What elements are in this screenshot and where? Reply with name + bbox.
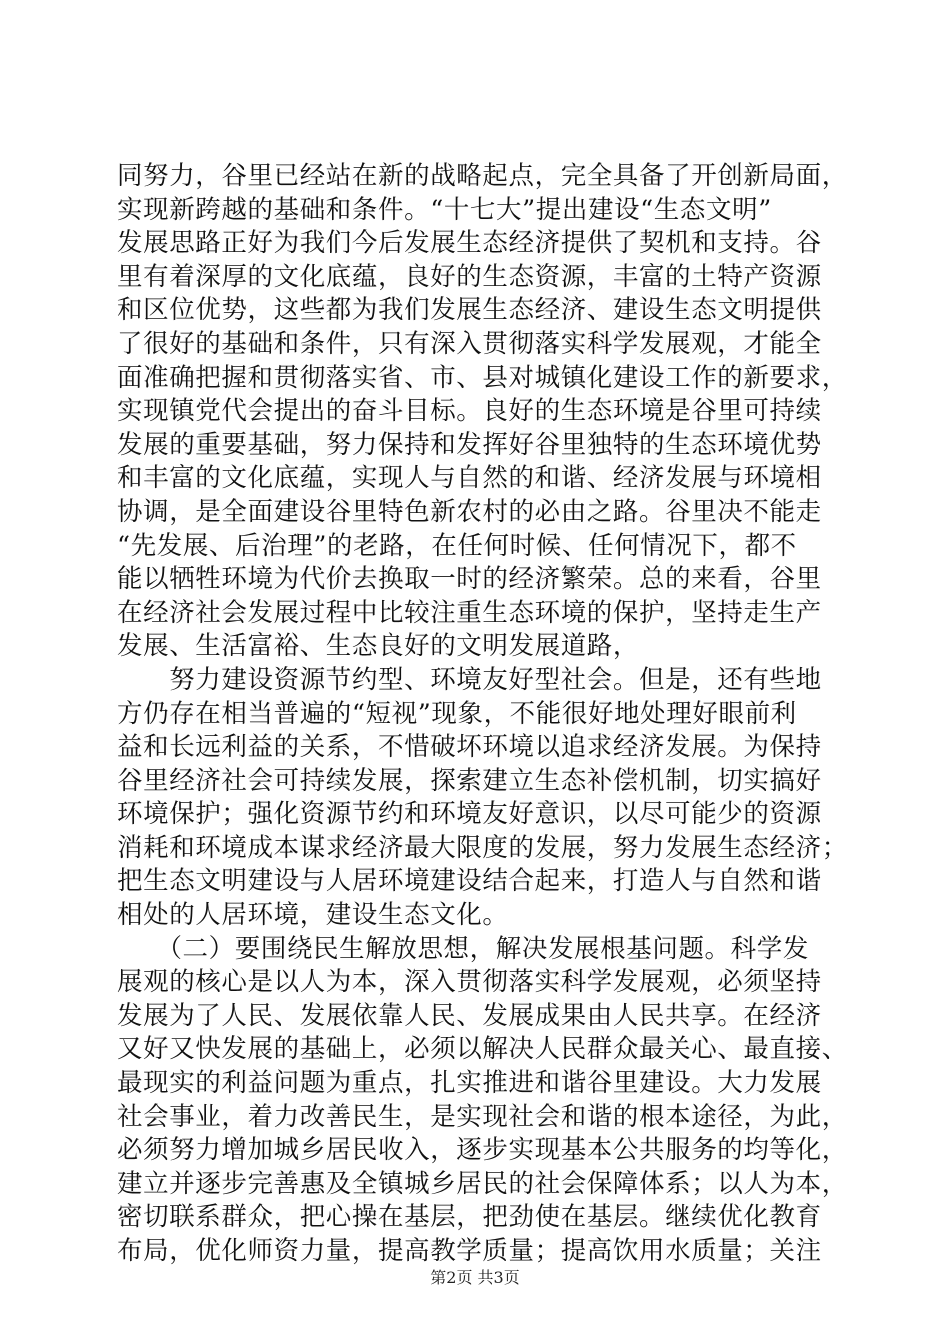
text-line: 把生态文明建设与人居环境建设结合起来，打造人与自然和谐: [117, 866, 822, 897]
text-line: 社会事业，着力改善民生，是实现社会和谐的根本途径，为此，: [117, 1101, 848, 1132]
text-line: 建立并逐步完善惠及全镇城乡居民的社会保障体系；以人为本，: [117, 1168, 848, 1199]
page-footer: 第2页 共3页: [430, 1268, 520, 1287]
text-line: （二）要围绕民生解放思想，解决发展根基问题。科学发: [117, 933, 809, 964]
text-line: 密切联系群众，把心操在基层，把劲使在基层。继续优化教育: [117, 1202, 822, 1233]
text-line: 里有着深厚的文化底蕴，良好的生态资源，丰富的土特产资源: [117, 261, 822, 292]
text-line: 消耗和环境成本谋求经济最大限度的发展，努力发展生态经济；: [117, 832, 848, 863]
text-line: 努力建设资源节约型、环境友好型社会。但是，还有些地: [117, 664, 822, 695]
text-line: 益和长远利益的关系，不惜破坏环境以追求经济发展。为保持: [117, 732, 822, 763]
text-line: “先发展、后治理”的老路，在任何时候、任何情况下，都不: [117, 530, 797, 561]
text-line: 展观的核心是以人为本，深入贯彻落实科学发展观，必须坚持: [117, 967, 822, 998]
text-line: 布局，优化师资力量，提高教学质量；提高饮用水质量；关注: [117, 1236, 822, 1266]
text-line: 在经济社会发展过程中比较注重生态环境的保护，坚持走生产: [117, 597, 822, 628]
document-body: [117, 160, 848, 1269]
text-line: 实现镇党代会提出的奋斗目标。良好的生态环境是谷里可持续: [117, 396, 822, 427]
text-line: 协调，是全面建设谷里特色新农村的必由之路。谷里决不能走: [117, 496, 822, 527]
text-line: 发展思路正好为我们今后发展生态经济提供了契机和支持。谷: [117, 228, 822, 259]
text-line: 发展的重要基础，努力保持和发挥好谷里独特的生态环境优势: [117, 429, 822, 460]
text-line: 必须努力增加城乡居民收入，逐步实现基本公共服务的均等化，: [117, 1135, 848, 1166]
text-line: 环境保护；强化资源节约和环境友好意识，以尽可能少的资源: [117, 799, 822, 830]
text-line: 和丰富的文化底蕴，实现人与自然的和谐、经济发展与环境相: [117, 463, 822, 494]
text-line: 谷里经济社会可持续发展，探索建立生态补偿机制，切实搞好: [117, 765, 822, 796]
text-line: 方仍存在相当普遍的“短视”现象，不能很好地处理好眼前利: [117, 698, 797, 729]
text-line: 面准确把握和贯彻落实省、市、县对城镇化建设工作的新要求，: [117, 362, 848, 393]
text-line: 和区位优势，这些都为我们发展生态经济、建设生态文明提供: [117, 295, 822, 326]
text-line: 同努力，谷里已经站在新的战略起点，完全具备了开创新局面，: [117, 161, 848, 191]
text-line: 又好又快发展的基础上，必须以解决人民群众最关心、最直接、: [117, 1034, 848, 1065]
text-line: 相处的人居环境，建设生态文化。: [117, 900, 509, 931]
text-line: 发展、生活富裕、生态良好的文明发展道路，: [117, 631, 640, 662]
text-line: 能以牺牲环境为代价去换取一时的经济繁荣。总的来看，谷里: [117, 564, 822, 595]
text-line: 发展为了人民、发展依靠人民、发展成果由人民共享。在经济: [117, 1000, 822, 1031]
text-line: 实现新跨越的基础和条件。“十七大”提出建设“生态文明”: [117, 194, 772, 225]
text-line: 了很好的基础和条件，只有深入贯彻落实科学发展观，才能全: [117, 328, 822, 359]
text-line: 最现实的利益问题为重点，扎实推进和谐谷里建设。大力发展: [117, 1068, 822, 1099]
